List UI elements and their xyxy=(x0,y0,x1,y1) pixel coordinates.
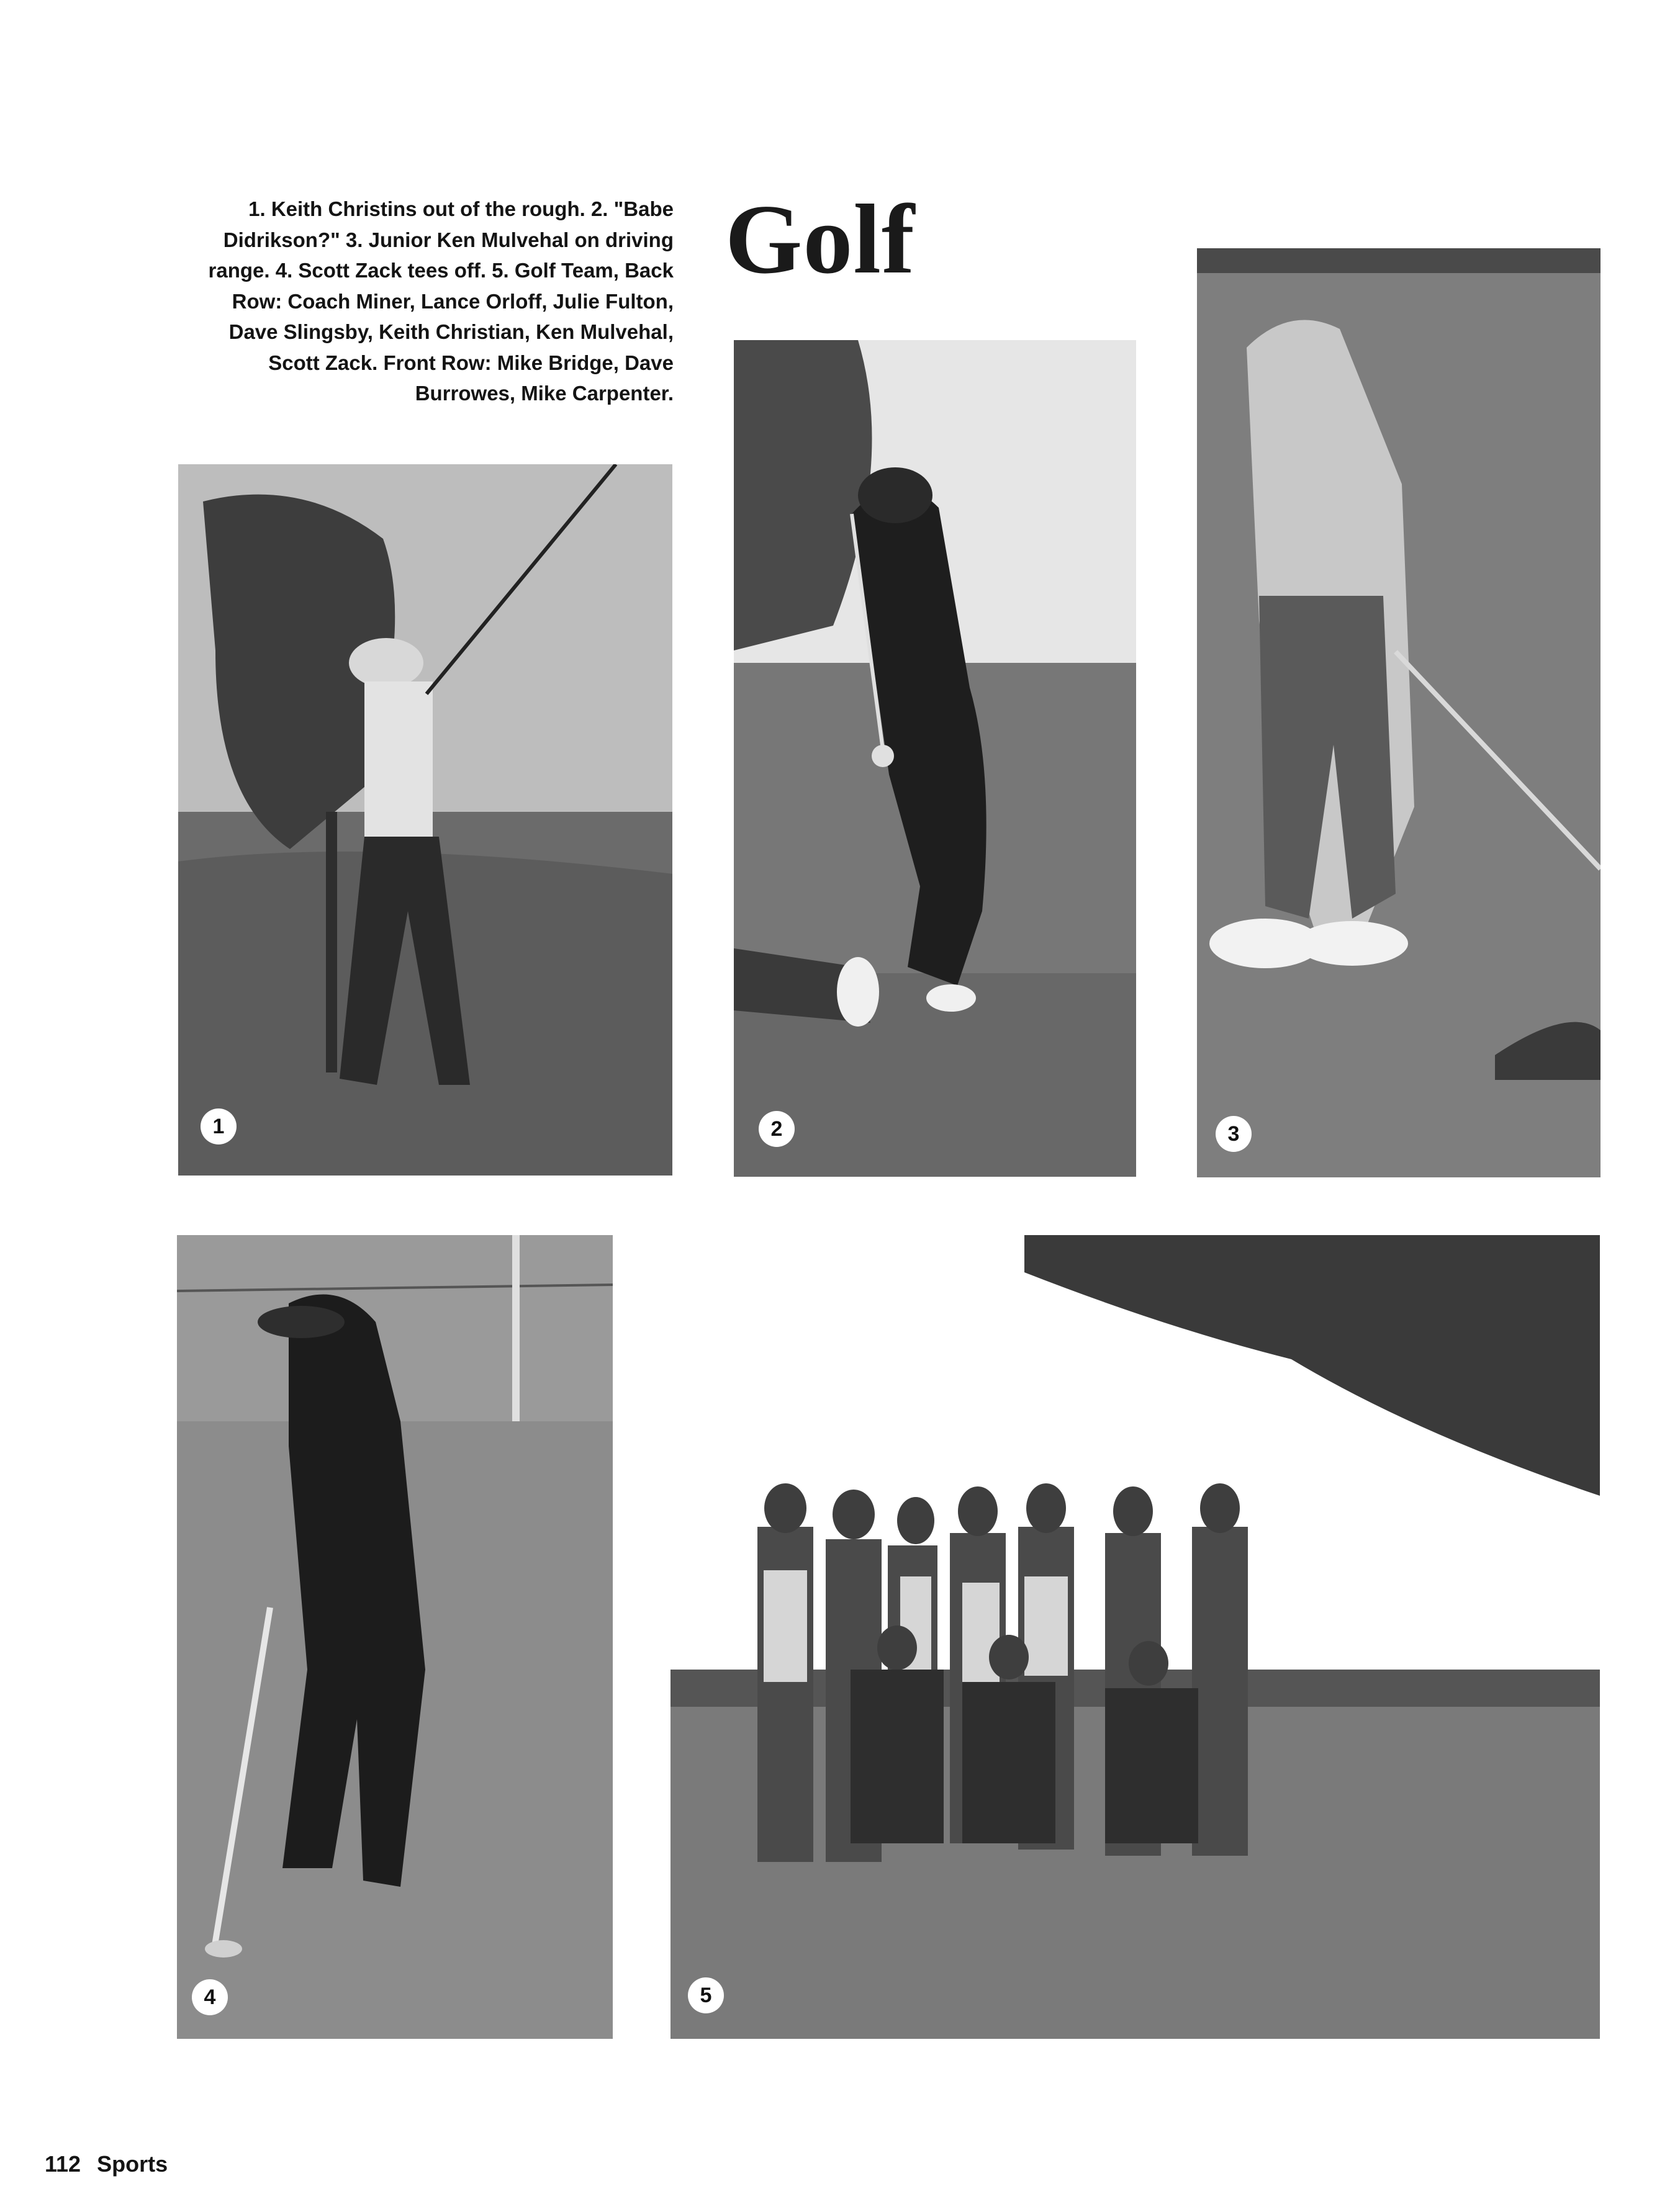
golf-team-group-illustration xyxy=(670,1235,1600,2039)
caption-line: Row: Coach Miner, Lance Orloff, Julie Fulton, xyxy=(232,289,674,313)
caption-line: range. 4. Scott Zack tees off. 5. Golf Team, Back xyxy=(208,259,674,282)
caption-line: Scott Zack. Front Row: Mike Bridge, Dave xyxy=(268,351,674,374)
photo-number-badge: 5 xyxy=(688,1977,724,2013)
page-title: Golf xyxy=(725,184,916,294)
golfer-follow-through-illustration xyxy=(734,340,1136,1177)
photo-number-badge: 4 xyxy=(192,1979,228,2015)
photo-5 xyxy=(670,1235,1600,2039)
caption-line: Didrikson?" 3. Junior Ken Mulvehal on driving xyxy=(223,228,674,251)
caption-line: Burrowes, Mike Carpenter. xyxy=(415,382,674,405)
page-number: 112 xyxy=(45,2151,81,2177)
photo-2 xyxy=(734,340,1136,1177)
caption-line: Dave Slingsby, Keith Christian, Ken Mulvehal, xyxy=(228,320,674,343)
golfer-swing-illustration xyxy=(178,464,672,1176)
photo-1 xyxy=(178,464,672,1176)
photo-4 xyxy=(177,1235,613,2039)
photo-number-badge: 1 xyxy=(201,1108,237,1144)
golfer-tee-off-illustration xyxy=(177,1235,613,2039)
section-name: Sports xyxy=(97,2151,168,2177)
photo-number-badge: 2 xyxy=(759,1111,795,1147)
page-footer xyxy=(45,2151,184,2177)
photo-number-badge: 3 xyxy=(1216,1116,1252,1152)
photo-caption xyxy=(158,194,674,409)
photo-3 xyxy=(1197,248,1601,1177)
golfer-driving-range-illustration xyxy=(1197,248,1601,1177)
caption-line: 1. Keith Christins out of the rough. 2. "Babe xyxy=(248,197,674,220)
